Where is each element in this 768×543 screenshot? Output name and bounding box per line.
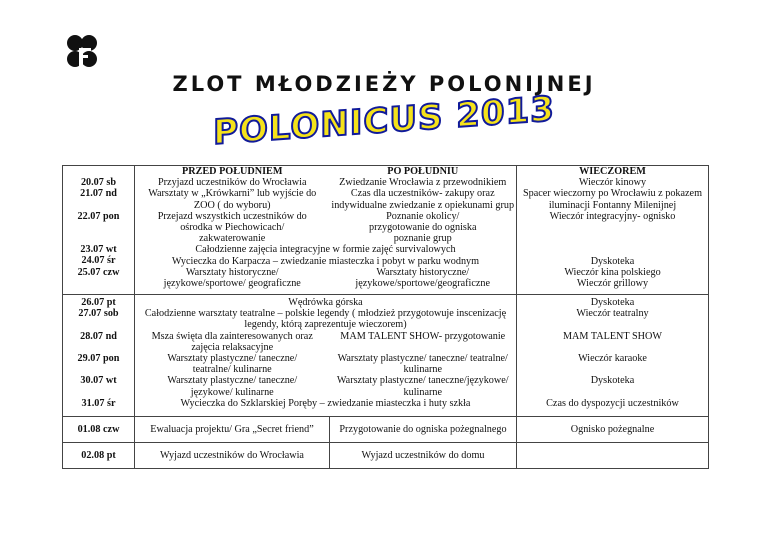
table-row: [63, 295, 709, 417]
evening-cell: Ognisko pożegnalne: [517, 417, 709, 443]
afternoon-cell: Wyjazd uczestników do domu: [330, 443, 517, 469]
date-cell: 20.07 sb 21.07 nd 22.07 pon 23.07 wt 24.07 śr 25.07 czw: [63, 166, 135, 295]
clover-logo-icon: [62, 32, 102, 72]
page-subtitle: POLONICUS 2013: [213, 89, 555, 153]
evening-cell: WIECZOREM Wieczór kinowy Spacer wieczorny po Wrocławiu z pokazem iluminacji Fontanny Milenijnej Wieczór integracyjny- ognisko Dyskoteka Wieczór kina polskiego Wieczór grillowy: [517, 166, 709, 295]
morning-cell: Wyjazd uczestników do Wrocławia: [135, 443, 330, 469]
page-title: ZLOT MŁODZIEŻY POLONIJNEJ: [172, 72, 596, 96]
evening-cell: [517, 443, 709, 469]
afternoon-cell: Przygotowanie do ogniska pożegnalnego: [330, 417, 517, 443]
evening-cell: Dyskoteka Wieczór teatralny MAM TALENT SHOW Wieczór karaoke Dyskoteka Czas do dyspozycji uczestników: [517, 295, 709, 417]
table-row: [63, 443, 709, 469]
table-row: [63, 417, 709, 443]
schedule-table: [62, 165, 709, 469]
table-row: [63, 166, 709, 295]
date-cell: 01.08 czw: [63, 417, 135, 443]
activity-cell: Wędrówka górska Całodzienne warsztaty teatralne – polskie legendy ( młodzież przygotowuje inscenizację legendy, którą zaprezentuje wieczorem) Msza święta dla zainteresowanych oraz zajęcia relaksacyjne Warsztaty plastyczne/ taneczne/ teatralne/ kulinarne Warsztaty plastyczne/ taneczne/ językowe/ kulinarne MAM TALENT SHOW- przygotowanie Warsztaty plastyczne/ taneczne/ teatralne/ kulinarne Warsztaty plastyczne/ taneczne/językowe/ kulinarne Wycieczka do Szklarskiej Poręby – zwiedzanie miasteczka i huty szkła: [135, 295, 517, 417]
morning-cell: Ewaluacja projektu/ Gra „Secret friend”: [135, 417, 330, 443]
date-cell: 26.07 pt 27.07 sob 28.07 nd 29.07 pon 30.07 wt 31.07 śr: [63, 295, 135, 417]
activity-cell: PRZED POŁUDNIEM Przyjazd uczestników do Wrocławia Warsztaty w „Krówkarni” lub wyjście do ZOO ( do wyboru) Przejazd wszystkich uczestników do ośrodka w Piechowicach/ zakwaterowanie PO POŁUDNIU Zwiedzanie Wrocławia z przewodnikiem Czas dla uczestników- zakupy oraz indywidualne zwiedzanie z opiekunami grup Poznanie okolicy/ przygotowanie do ogniska poznanie grup Całodzienne zajęcia integracyjne w formie zajęć survivalowych Wycieczka do Karpacza – zwiedzanie miasteczka i pobyt w parku wodnym Warsztaty historyczne/ językowe/sportowe/ geograficzne Warsztaty historyczne/ językowe/sportowe/geograficzne: [135, 166, 517, 295]
date-cell: 02.08 pt: [63, 443, 135, 469]
